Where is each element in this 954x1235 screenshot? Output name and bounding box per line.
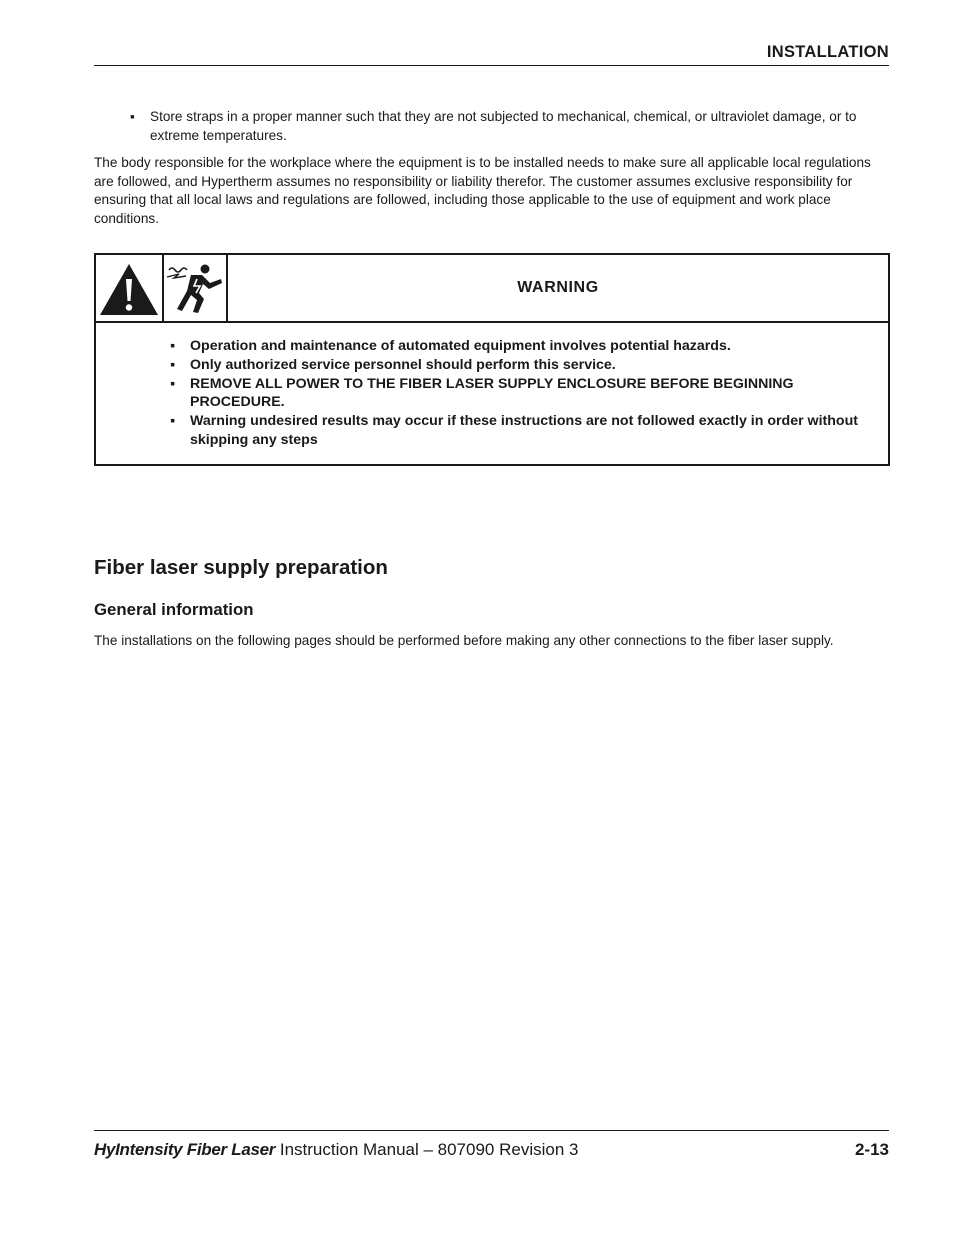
warning-list: [170, 337, 876, 450]
warning-item-text: Only authorized service personnel should perform this service.: [190, 356, 616, 373]
warning-title: WARNING: [517, 279, 599, 296]
warning-box: [94, 253, 890, 466]
bullet-marker: ▪: [170, 338, 176, 354]
section-title: INSTALLATION: [766, 43, 889, 61]
intro-paragraph: The body responsible for the workplace where the equipment is to be installed needs to make sure all applicable local regulations are followed, and Hypertherm assumes no responsibility or liability therefor. The customer assumes exclusive responsibility for ensuring that all local laws and regulations are followed, including those applicable to the use of equipment and work place conditions.: [94, 155, 871, 227]
bullet-marker: ▪: [130, 109, 135, 124]
bullet-marker: ▪: [170, 356, 176, 373]
footer-brand: HyIntensity Fiber Laser: [94, 1140, 276, 1159]
page-header: [94, 43, 889, 66]
warning-item: [170, 337, 876, 356]
footer-document-info: [94, 1140, 578, 1160]
subsection-heading: General information: [94, 600, 254, 619]
section-paragraph: The installations on the following pages should be performed before making any other connections to the fiber laser supply.: [94, 633, 834, 648]
bullet-marker: ▪: [170, 413, 176, 430]
warning-item: [170, 375, 876, 413]
intro-bullet-item: [130, 108, 890, 145]
warning-triangle-icon: [96, 255, 164, 321]
section-heading: Fiber laser supply preparation: [94, 556, 388, 579]
electrical-shock-icon: [164, 255, 228, 321]
page-number: 2-13: [854, 1140, 889, 1159]
bullet-marker: ▪: [170, 375, 176, 392]
page-footer: [94, 1130, 889, 1161]
warning-item-text: Operation and maintenance of automated equipment involves potential hazards.: [190, 338, 731, 354]
warning-header-row: [96, 255, 888, 323]
footer-manual-info: Instruction Manual – 807090 Revision 3: [279, 1140, 579, 1159]
warning-item: [170, 412, 876, 450]
intro-bullet-text: Store straps in a proper manner such that they are not subjected to mechanical, chemical, or ultraviolet damage, or to extreme temperatures.: [150, 109, 857, 143]
warning-item: [170, 356, 876, 375]
warning-item-text: REMOVE ALL POWER TO THE FIBER LASER SUPPLY ENCLOSURE BEFORE BEGINNING PROCEDURE.: [190, 375, 794, 411]
warning-item-text: Warning undesired results may occur if these instructions are not followed exactly in order without skipping any steps: [190, 413, 858, 448]
